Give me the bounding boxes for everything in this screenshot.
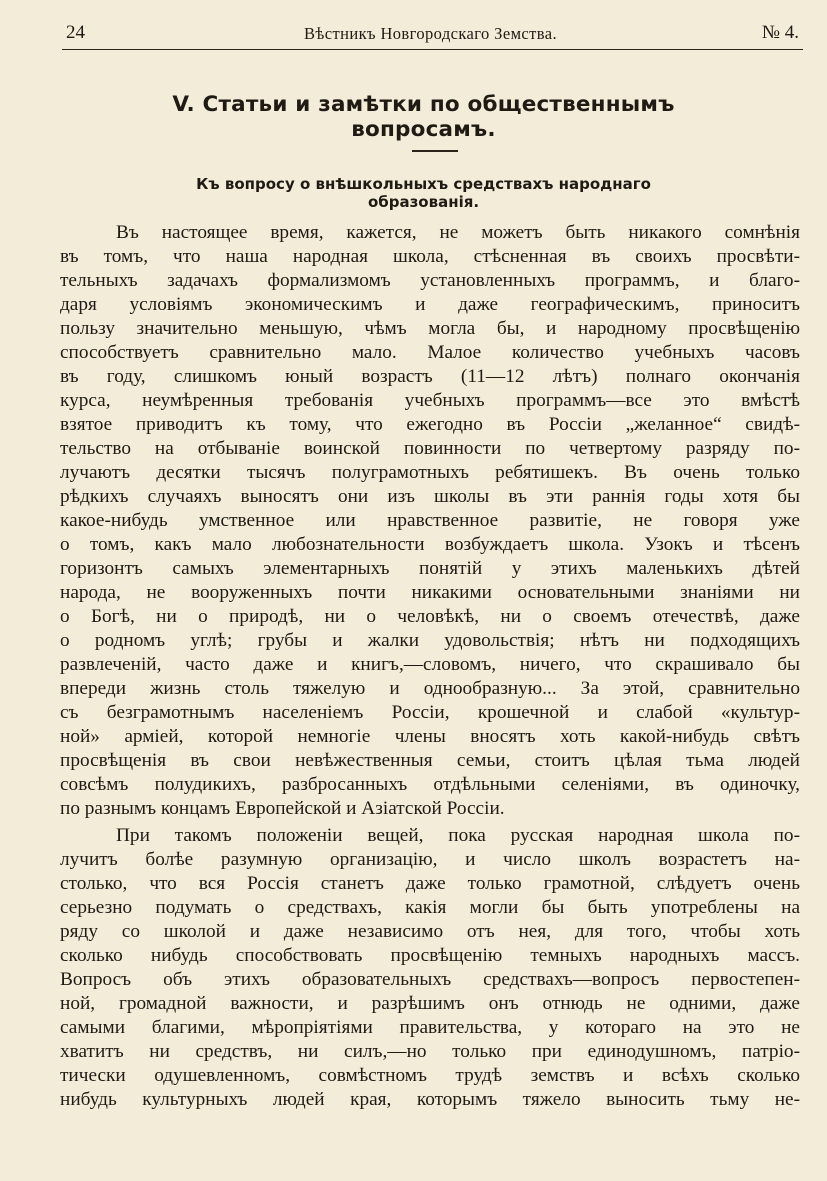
text-line: по разнымъ концамъ Европейской и Азіатской Россіи. <box>60 798 505 819</box>
text-line: развлеченій, часто даже и книгъ,—словомъ, ничего, что скрашивало бы <box>60 654 800 675</box>
text-line: народа, не вооруженныхъ почти никакими основательными знаніями ни <box>60 582 800 603</box>
text-line: о родномъ углѣ; грубы и жалки удовольствія; нѣтъ ни подходящихъ <box>60 630 800 651</box>
text-line: лучитъ болѣе разумную организацію, и число школъ возрастетъ на- <box>60 849 800 870</box>
text-line: даря условіямъ экономическимъ и даже географическимъ, приноситъ <box>60 294 800 315</box>
text-line: ной, громадной важности, и разрѣшимъ онъ отнюдь не одними, даже <box>60 993 800 1014</box>
text-line: Въ настоящее время, кажется, не можетъ быть никакого сомнѣнія <box>116 222 800 243</box>
text-line: нибудь культурныхъ людей края, которымъ тяжело выносить тьму не- <box>60 1089 800 1110</box>
text-line: пользу значительно меньшую, чѣмъ могла бы, и народному просвѣщенію <box>60 318 800 339</box>
text-line: ряду со школой и даже независимо отъ нея, для того, чтобы хоть <box>60 921 800 942</box>
text-line: курса, неумѣренныя требованія учебныхъ программъ—все это вмѣстѣ <box>60 390 800 411</box>
page-number: 24 <box>66 22 85 43</box>
text-line: способствуетъ сравнительно мало. Малое количество учебныхъ часовъ <box>60 342 800 363</box>
text-line: лучаютъ десятки тысячъ полуграмотныхъ ребятишекъ. Въ очень только <box>60 462 800 483</box>
journal-title: Вѣстникъ Новгородскаго Земства. <box>304 24 557 43</box>
issue-number: № 4. <box>761 22 799 43</box>
text-line: тельныхъ задачахъ формализмомъ установленныхъ программъ, и благо- <box>60 270 800 291</box>
section-divider <box>412 150 458 152</box>
text-line: сколько нибудь способствовать просвѣщенію темныхъ народныхъ массъ. <box>60 945 800 966</box>
text-line: тельство на отбываніе воинской повинности по четвертому разряду по- <box>60 438 800 459</box>
text-line: какое-нибудь умственное или нравственное развитіе, не говоря уже <box>60 510 800 531</box>
text-line: о Богѣ, ни о природѣ, ни о человѣкѣ, ни о своемъ отечествѣ, даже <box>60 606 800 627</box>
text-line: въ году, слишкомъ юный возрастъ (11—12 лѣтъ) полнаго окончанія <box>60 366 800 387</box>
text-line: хватитъ ни средствъ, ни силъ,—но только при единодушномъ, патріо- <box>60 1041 800 1062</box>
text-line: рѣдкихъ случаяхъ выносятъ они изъ школы въ эти раннія годы хотя бы <box>60 486 800 507</box>
text-line: просвѣщенія въ свои невѣжественныя семьи, стоитъ цѣлая тьма людей <box>60 750 800 771</box>
text-line: столько, что вся Россія станетъ даже только грамотной, слѣдуетъ очень <box>60 873 800 894</box>
text-line: впереди жизнь столь тяжелую и однообразную... За этой, сравнительно <box>60 678 800 699</box>
text-line: съ безграмотнымъ населеніемъ Россіи, крошечной и слабой «культур- <box>60 702 800 723</box>
header-rule <box>62 49 803 50</box>
text-line: самыми благими, мѣропріятіями правительства, у котораго на это не <box>60 1017 800 1038</box>
text-line: о томъ, какъ мало любознательности возбуждаетъ школа. Узокъ и тѣсенъ <box>60 534 800 555</box>
text-line: въ томъ, что наша народная школа, стѣсненная въ своихъ просвѣти- <box>60 246 800 267</box>
text-line: Вопросъ объ этихъ образовательныхъ средствахъ—вопросъ первостепен- <box>60 969 800 990</box>
text-line: ной» арміей, которой немногіе члены вносятъ хоть какой-нибудь свѣтъ <box>60 726 800 747</box>
text-line: При такомъ положеніи вещей, пока русская народная школа по- <box>116 825 800 846</box>
text-line: серьезно подумать о средствахъ, какія могли бы быть употреблены на <box>60 897 800 918</box>
text-line: горизонтъ самыхъ элементарныхъ понятій у этихъ маленькихъ дѣтей <box>60 558 800 579</box>
section-title: V. Статьи и замѣтки по общественнымъ вопросамъ. <box>172 92 675 142</box>
article-title: Къ вопросу о внѣшкольныхъ средствахъ народнаго образованія. <box>196 175 651 211</box>
text-line: взятое приводитъ къ тому, что ежегодно въ Россіи „желанное“ свидѣ- <box>60 414 800 435</box>
text-line: тически одушевленномъ, совмѣстномъ трудѣ земствъ и всѣхъ сколько <box>60 1065 800 1086</box>
text-line: совсѣмъ полудикихъ, разбросанныхъ отдѣльными селеніями, въ одиночку, <box>60 774 800 795</box>
running-header <box>62 22 799 50</box>
